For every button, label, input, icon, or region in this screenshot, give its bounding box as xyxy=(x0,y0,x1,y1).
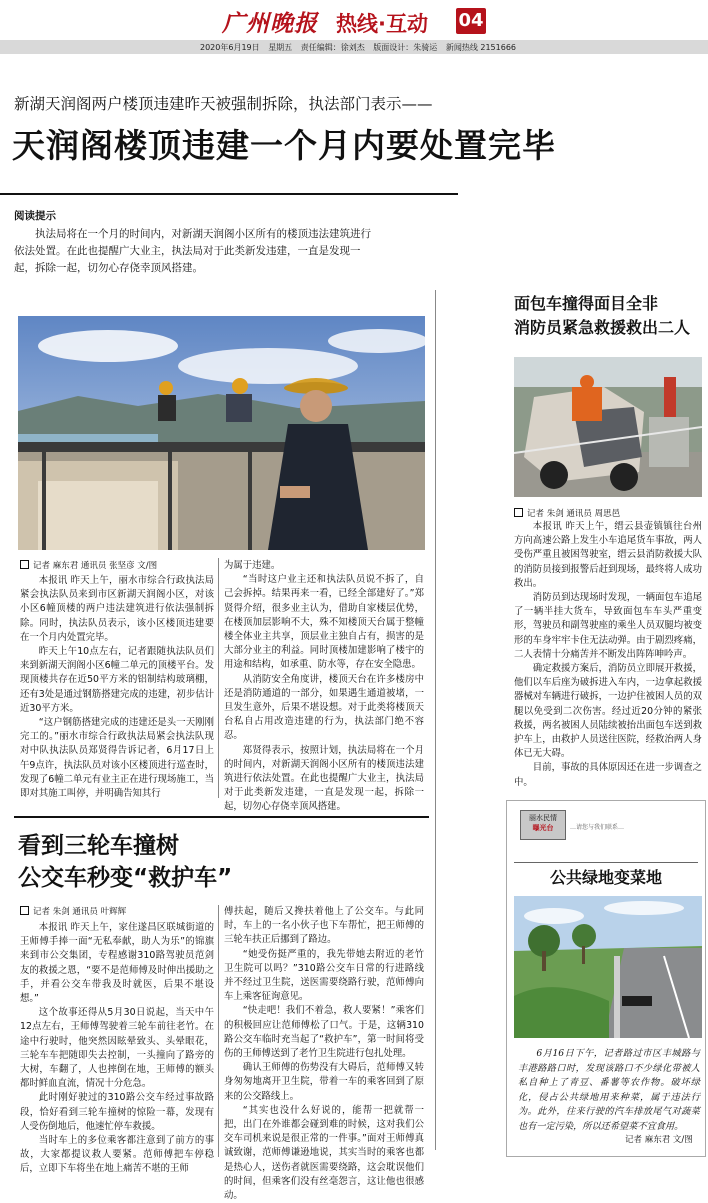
story3-para: 消防员到达现场时发现，一辆面包车追尾了一辆半挂大货车，导致面包车车头严重变形，驾驶员和副驾驶座的乘坐人员双腿均被变形的车身牢牢卡住无法动弹。由于剧烈疼痛，二人表情十分痛苦并不断发出阵阵呻吟声。 xyxy=(514,592,702,660)
story2-caption-text: 记者 朱剑 通讯员 叶辉辉 xyxy=(33,907,127,917)
designer: 版面设计：朱骑运 xyxy=(373,43,438,52)
issue-date: 2020年6月19日 xyxy=(200,43,260,52)
story4-caption: 记者 麻东君 文/图 xyxy=(625,1135,693,1145)
lead-caption-text: 记者 麻东君 通讯员 张坚彦 文/图 xyxy=(33,561,158,571)
story3-caption xyxy=(514,507,620,519)
story2-col1-para: 这个故事还得从5月30日说起，当天中午12点左右，王师傅驾驶着三轮车前往老竹。在途中行驶时，他突然因眩晕致头、头晕眼花，三轮车车把随即失去控制，一头撞向了路旁的大树，车翻了，人也摔倒在地，王师傅的额头都时鲜血直流，情况十分危急。 xyxy=(20,1007,214,1090)
story3-photo xyxy=(514,357,702,497)
lead-caption xyxy=(20,559,157,571)
lead-col2-para: 从消防安全角度讲，楼顶天台在许多楼房中还是消防通道的一部分，如果遇生通道被堵，一旦发生意外，后果不堪设想。对于此类将楼顶天台私自占用改造违建的行为，执法部门绝不容忍。 xyxy=(224,673,424,742)
story2-headline-1: 看到三轮车撞树 xyxy=(18,833,179,859)
story3-headline-2: 消防员紧急救援救出二人 xyxy=(514,318,691,337)
lead-col1-para: 昨天上午10点左右，记者跟随执法队员们来到新湖天润阁小区6幢二单元的顶楼平台。发现顶楼共存在近50平方米的铝制结构玻璃棚，还有3处是通过钢筋搭建完成的违建，初步估计近30平方米。 xyxy=(20,646,214,714)
caption-marker-icon xyxy=(20,906,29,915)
story4-headline: 公共绿地变菜地 xyxy=(550,868,663,887)
story2-column-2 xyxy=(224,905,424,1203)
story3-caption-text: 记者 朱剑 通讯员 周思邑 xyxy=(527,509,621,519)
issue-weekday: 星期五 xyxy=(268,43,293,52)
story2-col2-para: 傅扶起，随后又搀扶着他上了公交车。与此同时，车上的一名小伙子也下车帮忙，把王师傅的三轮车扶正后挪到了路边。 xyxy=(224,906,424,946)
reading-guide-body: 执法局将在一个月的时间内，对新湖天润阁小区所有的楼顶违法建筑进行依法处置。在此也提醒广大业主，执法局对于此类新发违建，一直是发现一起，拆除一起，切勿心存侥幸顶风搭建。 xyxy=(14,228,371,274)
story3-headline-1: 面包车撞得面目全非 xyxy=(514,294,659,313)
lead-col1-para: 本报讯 昨天上午，丽水市综合行政执法局紧会执法队员来到市区新湖天润阁小区，对该小区6幢顶楼的两户违法建筑进行依法强制拆除。同时，执法队员表示，该小区楼顶违建要在一个月内处置完毕。 xyxy=(20,575,214,643)
story2-col1-para: 此时刚好驶过的310路公交车经过事故路段，恰好看到三轮车撞树的惊险一幕，发现有人受伤倒地后，他速忙停车救援。 xyxy=(20,1092,214,1132)
story3-body xyxy=(514,520,702,790)
story3-para: 本报讯 昨天上午，缙云县壶镇镇往台州方向高速公路上发生小车追尾货车事故，两人受伤严重且被困驾驶室，缙云县消防救援大队的消防员接到报警后赶到现场，最终将人成功救出。 xyxy=(514,521,702,589)
lead-column-1 xyxy=(20,574,214,801)
lead-col1-para: “这户钢筋搭建完成的违建还是头一天刚刚完工的。”丽水市综合行政执法局紧会执法队现对中队执法队员郑贤得告诉记者，6月17日上午9点许，执法队员对该小区楼顶进行巡查时，发现了6幢二单元有业主正在进行现场施工，当即对其施工叫停，并明确告知其行 xyxy=(20,717,214,800)
dateline xyxy=(200,42,522,53)
caption-marker-icon xyxy=(20,560,29,569)
badge-line-2: 曝光台 xyxy=(532,824,554,832)
editor: 责任编辑：徐刘杰 xyxy=(300,43,365,52)
page-number: 04 xyxy=(456,8,486,34)
story4-photo xyxy=(514,896,702,1038)
section-title: 热线·互动 xyxy=(336,12,428,36)
story2-headline-2: 公交车秒变“救护车” xyxy=(18,865,233,891)
badge-note: …请您与我们联系… xyxy=(570,824,625,831)
badge-line-1: 丽水民情 xyxy=(529,814,557,822)
story2-col1-para: 当时车上的多位乘客都注意到了前方的事故，大家都提议救人要紧。范师傅把车停稳后，立即下车将坐在地上痛苦不堪的王师 xyxy=(20,1135,214,1175)
lead-rule xyxy=(0,193,458,195)
lead-col2-para: “当时这户业主还和执法队员说不拆了，自己会拆掉。结果再来一看，已经全部建好了。”郑贤得介绍，很多业主认为，借助自家楼层优势，在楼顶加层影响不大，殊不知楼顶天台属于整幢楼全体业主共享，顶层业主独自占有，损害的是大部分业主的利益。同时顶楼加建影响了楼宇的用途和结构，如承重、防水等，存在安全隐患。 xyxy=(224,574,424,671)
lead-kicker: 新湖天润阁两户楼顶违建昨天被强制拆除，执法部门表示—— xyxy=(14,95,433,113)
caption-marker-icon xyxy=(514,508,523,517)
reading-guide-title: 阅读提示 xyxy=(14,210,56,222)
right-column-divider xyxy=(435,290,436,1150)
story4-rule xyxy=(514,862,698,863)
story2-col1-para: 本报讯 昨天上午，家住遂昌区联城街道的王师傅手捧一面“无私奉献，助人为乐”的锦旗来到市公交集团，专程感谢310路驾驶员范剑友的救援之恩，“要不是范师傅及时伸出援助之手，并看公交车带我及时就医，后果不堪设想。” xyxy=(20,922,214,1005)
lead-col2-para: 为属于违建。 xyxy=(224,560,281,571)
hotline: 新闻热线 2151666 xyxy=(445,43,516,52)
lead-column-divider xyxy=(218,558,219,798)
story2-rule xyxy=(14,816,429,818)
story2-caption xyxy=(20,905,126,917)
story2-column-divider xyxy=(218,905,219,1157)
story2-col2-para: 确认王师傅的伤势没有大碍后，范师傅又转身匆匆地离开卫生院，带着一车的乘客回到了原来的公交路线上。 xyxy=(224,1062,424,1102)
story3-para: 确定救援方案后，消防员立即展开救援，他们以车后座为破拆进入车内，一边拿起救援器械对车辆进行破拆，一边护住被困人员的双腿以免受到二次伤害。经过近20分钟的紧张救援，两名被困人员陆续被抬出面包车送到救护车上，由救护人员送往医院，经救治两人身体已无大碍。 xyxy=(514,663,702,760)
story2-col2-para: “她受伤挺严重的，我先带她去附近的老竹卫生院可以吗？”310路公交车日常的行进路线并不经过卫生院，送医需要绕路行驶，范师傅向车上乘客征询意见。 xyxy=(224,948,424,1003)
story2-column-1 xyxy=(20,921,214,1177)
story2-col2-para: “快走吧！我们不着急，救人要紧！”乘客们的积极回应让范师傅松了口气。于是，这辆310路公交车临时充当起了“救护车”，第一时间将受伤的王师傅送到了老竹卫生院进行包扎处理。 xyxy=(224,1005,424,1060)
story2-col2-para: “其实也没什么好说的，能帮一把就帮一把，出门在外谁都会碰到难的时候，这对我们公交车司机来说是很正常的一件事。”面对王师傅真诚致谢，范师傅谦逊地说，其实当时的乘客也都是热心人，送伤者就医需要绕路，这会耽误他们的时间，但乘客们没有丝毫怨言，这让他也很感动。 xyxy=(224,1104,424,1202)
lead-photo xyxy=(18,316,425,550)
story4-body xyxy=(518,1047,700,1134)
lead-col2-para: 郑贤得表示，按照计划，执法局将在一个月的时间内，对新湖天润阁小区所有的楼顶违法建筑进行依法处置。在此也提醒广大业主，执法局对于此类新发违建，一直是发现一起，拆除一起，切勿心存侥幸顶风搭建。 xyxy=(224,744,424,813)
story3-para: 目前，事故的具体原因还在进一步调查之中。 xyxy=(514,762,702,788)
story4-para: 6月16日下午，记者路过市区丰城路与丰港路路口时，发现该路口不少绿化带被人私自种上了青豆、番薯等农作物。破坏绿化，侵占公共绿地用来种菜，属于违法行为。此外，往来行驶的汽车排放尾气对蔬菜也有一定污染，所以还希望菜不宜食用。 xyxy=(518,1048,700,1132)
masthead-logo: 广州晚报 xyxy=(222,10,318,37)
lead-headline: 天润阁楼顶违建一个月内要处置完毕 xyxy=(12,126,556,165)
lead-column-2 xyxy=(224,559,424,815)
column-badge-icon xyxy=(520,810,566,840)
